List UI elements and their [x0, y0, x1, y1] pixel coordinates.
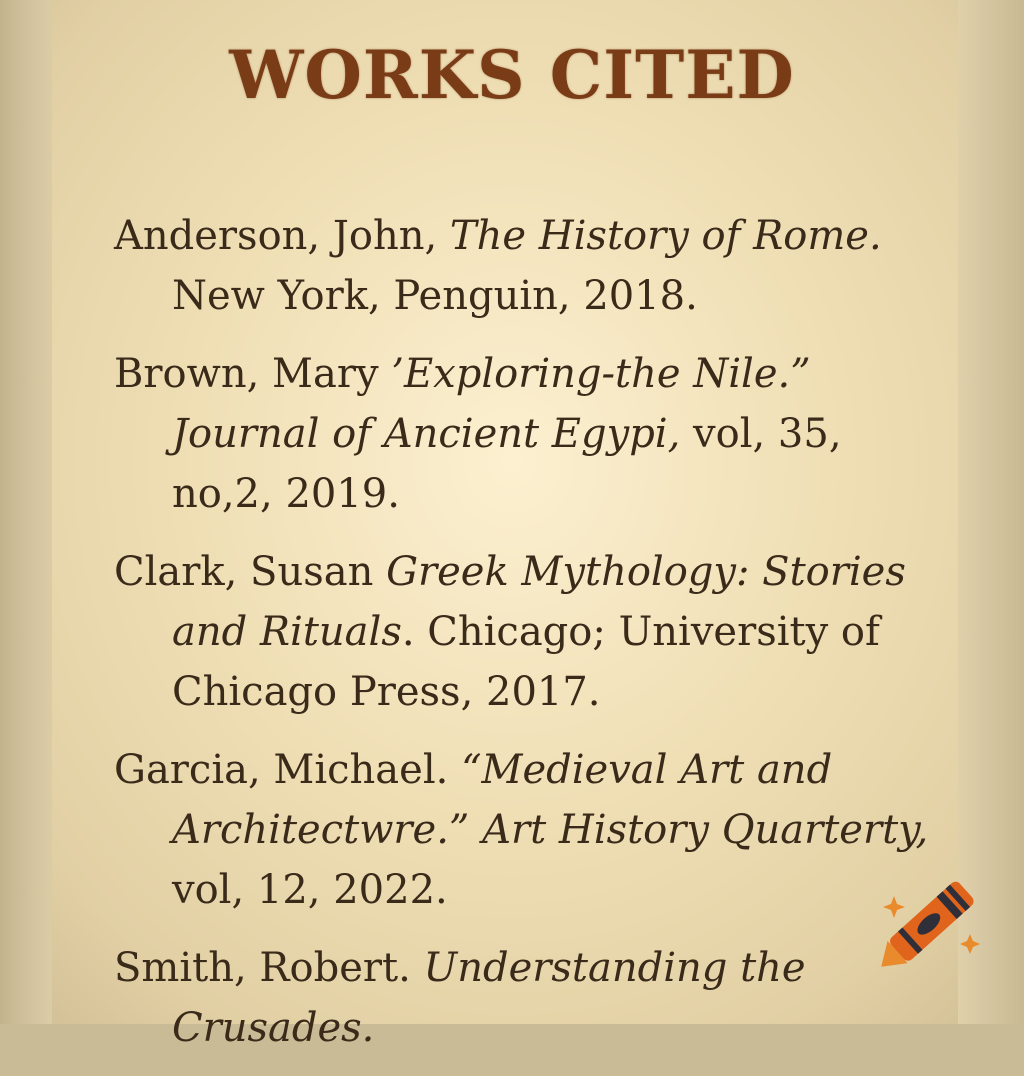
- citation-entry: [114, 740, 954, 920]
- left-edge-strip: [0, 0, 52, 1024]
- crayon-icon: [858, 866, 998, 986]
- citation-entry: [114, 206, 954, 326]
- citation-title: Understanding the Crusades.: [172, 945, 806, 1051]
- citation-details: . Chicago; University of Chicago Press, 2017.: [172, 609, 880, 715]
- citation-title: “Medieval Art and Architectwre.” Art History Quarterty,: [172, 747, 929, 853]
- citation-details: vol, 12, 2022.: [172, 867, 448, 913]
- citation-details: New York, Penguin, 2018.: [172, 273, 698, 319]
- citation-list: [114, 206, 954, 1076]
- citation-author: Smith, Robert.: [114, 945, 424, 991]
- citation-author: Clark, Susan: [114, 549, 387, 595]
- citation-entry: [114, 344, 954, 524]
- citation-title: Greek Mythology: Stories and Rituals: [172, 549, 906, 655]
- page-title: WORKS CITED: [229, 36, 795, 114]
- crayon-body: [871, 879, 976, 978]
- citation-author: Brown, Mary: [114, 351, 392, 397]
- citation-title: The History of Rome.: [449, 213, 882, 259]
- citation-author: Garcia, Michael.: [114, 747, 462, 793]
- citation-author: Anderson, John,: [114, 213, 450, 259]
- citation-entry: [114, 542, 954, 722]
- citation-entry: [114, 938, 954, 1058]
- citation-details: vol, 35, no,2, 2019.: [172, 411, 842, 517]
- citation-title: ’Exploring-the Nile.” Journal of Ancient Egypi,: [172, 351, 811, 457]
